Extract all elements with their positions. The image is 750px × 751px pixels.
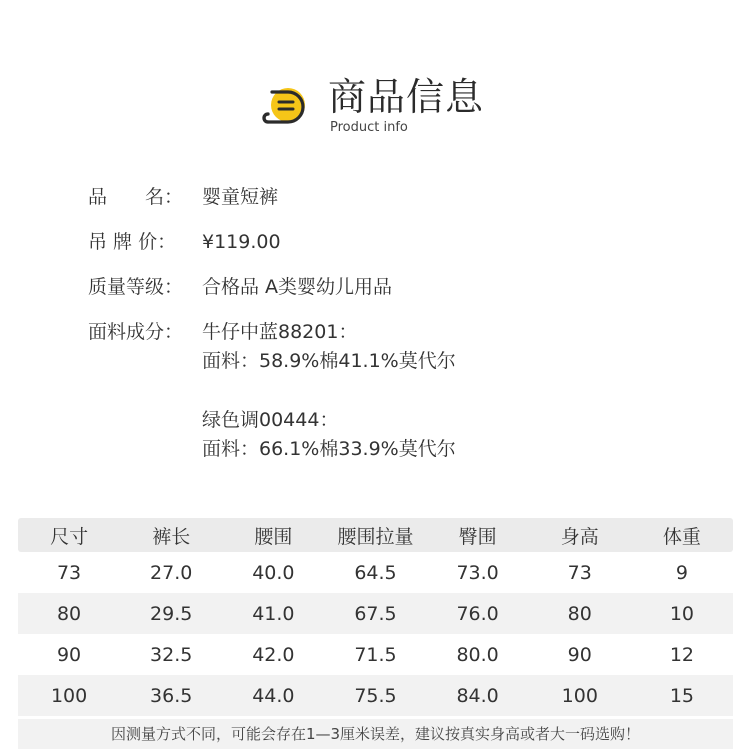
table-header-cell: 尺寸 [18,518,120,552]
table-cell: 73 [56,561,82,584]
table-cell: 40.0 [252,561,295,584]
table-cell: 75.5 [324,675,426,716]
table-cell: 100 [529,675,631,716]
table-cell: 84.0 [427,675,529,716]
fabric-line-3: 绿色调00444： [202,409,339,431]
price-label: 吊 牌 价： [88,231,177,253]
size-chart-table [18,518,733,716]
table-cell: 73 [567,561,592,584]
document-lines-icon [262,84,312,130]
table-cell: 90 [567,643,592,666]
name-label: 品 名： [88,186,184,208]
table-cell: 12 [669,643,695,666]
table-cell: 10 [631,593,733,634]
table-cell: 80.0 [456,643,499,666]
table-cell: 67.5 [324,593,426,634]
table-cell: 9 [675,561,688,584]
table-header-cell: 臀围 [427,518,529,552]
info-row-grade [88,273,688,302]
grade-value: 合格品 A类婴幼儿用品 [202,276,393,298]
page-title: 商品信息 [328,75,485,119]
table-row [18,552,733,593]
section-header [262,72,502,142]
name-value: 婴童短裤 [202,186,279,208]
table-header-cell: 腰围拉量 [324,518,426,552]
table-cell: 100 [18,675,120,716]
page-subtitle: Product info [330,120,408,135]
measurement-note: 因测量方式不同，可能会存在1—3厘米误差，建议按真实身高或者大一码选购！ [18,719,733,749]
table-header-cell: 裤长 [120,518,222,552]
table-cell: 29.5 [120,593,222,634]
table-cell: 73.0 [456,561,499,584]
price-value: ¥119.00 [202,231,281,253]
product-info-list [88,183,688,480]
fabric-line-1: 牛仔中蓝88201： [202,321,358,343]
table-cell: 42.0 [252,643,295,666]
table-cell: 76.0 [427,593,529,634]
table-cell: 41.0 [222,593,324,634]
table-cell: 64.5 [354,561,397,584]
fabric-line-2: 面料：58.9%棉41.1%莫代尔 [202,350,456,372]
table-header-row [18,518,733,552]
table-cell: 32.5 [150,643,193,666]
table-row [18,593,733,634]
table-cell: 90 [56,643,82,666]
info-row-name [88,183,688,212]
grade-label: 质量等级： [88,276,184,298]
table-header-cell: 体重 [631,518,733,552]
table-cell: 80 [529,593,631,634]
fabric-label: 面料成分： [88,321,184,343]
table-row [18,675,733,716]
table-cell: 15 [631,675,733,716]
table-header-cell: 腰围 [222,518,324,552]
table-cell: 27.0 [150,561,193,584]
table-header-cell: 身高 [529,518,631,552]
table-row [18,634,733,675]
table-cell: 36.5 [120,675,222,716]
table-cell: 44.0 [222,675,324,716]
table-cell: 80 [18,593,120,634]
info-row-fabric [88,318,688,464]
fabric-line-4: 面料：66.1%棉33.9%莫代尔 [202,438,456,460]
table-cell: 71.5 [354,643,397,666]
info-row-price [88,228,688,257]
